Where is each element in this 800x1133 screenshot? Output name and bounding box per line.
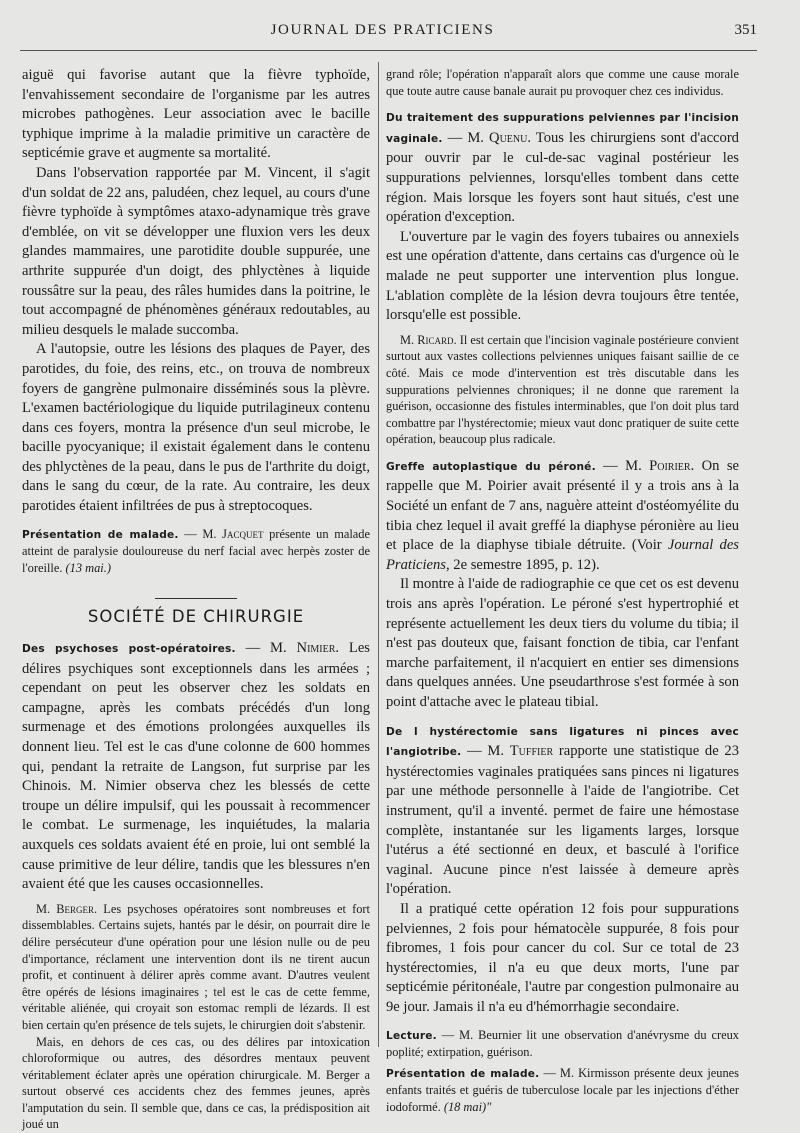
- column-divider: [378, 62, 379, 1047]
- berger-remarks-2: Mais, en dehors de ces cas, ou des délires par intoxication chloroformique ou autres, des désordres mentaux peuvent véritablement éclater après une opération chirurgicale. M. Berger a surtout observé ces accidents chez des femmes jeunes, après l'amputation du sein. Il semble que, dans ce cas, la prédisposition ait joué un: [22, 1034, 370, 1133]
- header-rule: [20, 50, 757, 51]
- psychoses-article: Des psychoses post-opératoires. — M. Nimier. Les délires psychiques sont exceptionnels dans les armées ; cependant on peut les observer chez les soldats en campagne, après les combats précédés d'un long surmenage et des émotions prolongées auxquelles ils donnent lieu. Tel est le cas d'une colonne de 600 hommes qui, pendant la retraite de Langson, fut surprise par les Chinois. M. Nimier observa chez les blessés de cette troupe un délire impulsif, qui les poussait à recommencer le combat. Le surmenage, les inquiétudes, la malaria auxquels ces soldats avaient été en proie, lui ont semblé la cause primitive de leur délire, tandis que les blessures n'en avaient été que les causes occasionnelles.: [22, 639, 370, 895]
- right-column: [386, 66, 739, 1115]
- lecture-heading: Lecture.: [386, 1030, 437, 1042]
- author-berger: Berger: [56, 902, 94, 916]
- date-18-mai: (18 mai)": [444, 1100, 492, 1114]
- section-rule: [155, 598, 237, 599]
- author-ricard: Ricard: [417, 333, 453, 347]
- journal-title: JOURNAL DES PRATICIENS: [20, 22, 745, 39]
- author-poirier: Poirier: [649, 458, 690, 474]
- paragraph-autopsy: A l'autopsie, outre les lésions des plaques de Payer, des parotides, du foie, des reins, etc., on trouva de nombreux foyers de gangrène pulmonaire disséminés sous la plèvre. L'examen bactériologique du liquide putrilagineux contenu dans ces foyers, montra la présence d'un seul microbe, le bacille pyocyanique; il existait également dans le contenu des phlyctènes de la peau, dans le pus de l'arthrite du doigt, dans le sang du cœur, de la rate. Au contraire, les deux parotides étaient infiltrées de pus à streptocoques.: [22, 340, 370, 516]
- hysterectomie-paragraph-2: Il a pratiqué cette opération 12 fois pour suppurations pelviennes, 2 fois pour hématocèle suppurée, 8 fois pour fibromes, 1 fois pour cancer du col. Sur ce total de 23 hystérectomies, il n'a eu que deux morts, l'une par septicémie péritonéale, l'autre par congestion pulmonaire au 9e jour. Jamais il n'a eu d'hémorrhagie secondaire.: [386, 900, 739, 1018]
- berger-remarks: M. Berger. Les psychoses opératoires sont nombreuses et fort dissemblables. Certains sujets, hantés par le désir, on pourrait dire le délire persécuteur d'une opération pour une lésion nulle ou de peu d'importance, réclament une intervention dont ils ne tirent aucun profit, et continuent à délirer après comme avant. D'autres veulent être opérés de lésions imaginaires ; tel est le cas de cette femme, véritable aliénée, qui croyait son estomac rempli de lézards. Il est bien certain qu'en présence de tels sujets, le chirurgien doit s'abstenir.: [22, 901, 370, 1034]
- berger-continuation: grand rôle; l'opération n'apparaît alors que comme une cause morale que toute autre cause banale aurait pu provoquer chez ces individus.: [386, 66, 739, 99]
- author-nimier: Nimier: [297, 640, 336, 656]
- presentation-heading-2: Présentation de malade.: [386, 1068, 539, 1080]
- paragraph-vincent-case: Dans l'observation rapportée par M. Vincent, il s'agit d'un soldat de 22 ans, paludéen, chez lequel, au cours d'une fièvre typhoïde à symptômes ataxo-adynamique très grave d'emblée, on vit se développer une fluxion vers les deux glandes mammaires, une parotidite double suppurée, une arthrite suppurée d'un doigt, des phlyctènes à liquide roussâtre sur la peau, des râles humides dans la poitrine, le tout accompagné de phénomènes généraux redoutables, au milieu desquels le malade succomba.: [22, 164, 370, 340]
- lecture-note: Lecture. — M. Beurnier lit une observation d'anévrysme du creux poplité; extirpation, guérison.: [386, 1027, 739, 1061]
- author-jacquet: Jacquet: [222, 527, 263, 541]
- author-tuffier: Tuffier: [510, 743, 553, 759]
- greffe-heading: Greffe autoplastique du péroné.: [386, 461, 596, 473]
- left-column: [22, 66, 370, 1133]
- running-header: [20, 18, 745, 46]
- hysterectomie-heading: De l hystérectomie sans ligatures ni pinces avec l'angiotribe.: [386, 726, 739, 759]
- suppurations-article: Du traitement des suppurations pelviennes par l'incision vaginale. — M. Quenu. Tous les chirurgiens sont d'accord pour ouvrir par le cul-de-sac vaginal postérieur les suppurations pelviennes, lorsqu'elles tombent dans cette région. Mais lorsque les foyers sont haut situés, c'est une opération d'exception.: [386, 108, 739, 228]
- hysterectomie-article: De l hystérectomie sans ligatures ni pinces avec l'angiotribe. — M. Tuffier rapporte une statistique de 23 hystérectomies vaginales pratiquées sans pinces ni ligatures par une méthode personnelle à l'aide de l'angiotribe. Cet instrument, qu'il a inventé. permet de faire une hémostase complète, instantanée sur les ligaments larges, lorsque l'utérus a été sectionné en deux, et basculé à l'orifice vaginal. Aucune pince n'est laissée à demeure après l'opération.: [386, 722, 739, 900]
- date-13-mai: (13 mai.): [66, 561, 111, 575]
- author-quenu: Quenu: [489, 130, 527, 146]
- psychoses-heading: Des psychoses post-opératoires.: [22, 643, 236, 655]
- paragraph-typhoid-intro: aiguë qui favorise autant que la fièvre typhoïde, l'envahissement secondaire de l'organisme par les autres microbes pathogènes. Leur association avec le bacille typhique imprime à la maladie primitive un caractère de septicémie grave et augmente sa mortalité.: [22, 66, 370, 164]
- suppurations-paragraph-2: L'ouverture par le vagin des foyers tubaires ou annexiels est une opération d'attente, dans certains cas d'urgence où le malade ne peut supporter une intervention plus longue. L'ablation complète de la lésion devra toujours être tentée, lorsqu'elle est possible.: [386, 228, 739, 326]
- presentation-kirmisson: Présentation de malade. — M. Kirmisson présente deux jeunes enfants traités et guéris de tuberculose locale par les injections d'éther iodoformé. (18 mai)": [386, 1065, 739, 1116]
- suppurations-heading: Du traitement des suppurations pelviennes par l'incision vaginale.: [386, 112, 739, 145]
- ricard-remarks: M. Ricard. Il est certain que l'incision vaginale postérieure convient surtout aux vastes collections pelviennes uniques faisant saillie de ce côté. Mais ce mode d'intervention est très discutable dans les suppurations pelviennes chroniques; il ne donne que rarement la guérison, occasionne des fistules interminables, que l'on doit plus tard combattre par l'hystérectomie; mieux vaut donc pratiquer de suite cette opération, beaucoup plus radicale.: [386, 332, 739, 448]
- page-number: 351: [735, 22, 758, 39]
- journal-reference: Journal des Praticiens: [386, 537, 739, 573]
- section-title: SOCIÉTÉ DE CHIRURGIE: [22, 607, 370, 627]
- presentation-jacquet: Présentation de malade. — M. Jacquet présente un malade atteint de paralysie douloureuse du nerf facial avec herpès zoster de l'oreille. (13 mai.): [22, 526, 370, 577]
- presentation-heading: Présentation de malade.: [22, 529, 179, 541]
- greffe-paragraph-2: Il montre à l'aide de radiographie ce que cet os est devenu trois ans après l'opération. Le péroné s'est hypertrophié et représente actuellement les deux tiers du volume du tibia; il n'est pas douteux que, faisant fonction de tibia, car l'enfant marche parfaitement, il n'acquiert en entier ses dimensions dans quelques années. Une pseudarthrose s'est formée à son point d'attache avec le plateau tibial.: [386, 575, 739, 712]
- greffe-article: Greffe autoplastique du péroné. — M. Poirier. On se rappelle que M. Poirier avait présenté il y a trois ans à la Société un enfant de 7 ans, naguère atteint d'ostéomyélite du tibia chez lequel il avait greffé la diaphyse péronière au lieu et place de la diaphyse tibiale détruite. (Voir Journal des Praticiens, 2e semestre 1895, p. 12).: [386, 457, 739, 576]
